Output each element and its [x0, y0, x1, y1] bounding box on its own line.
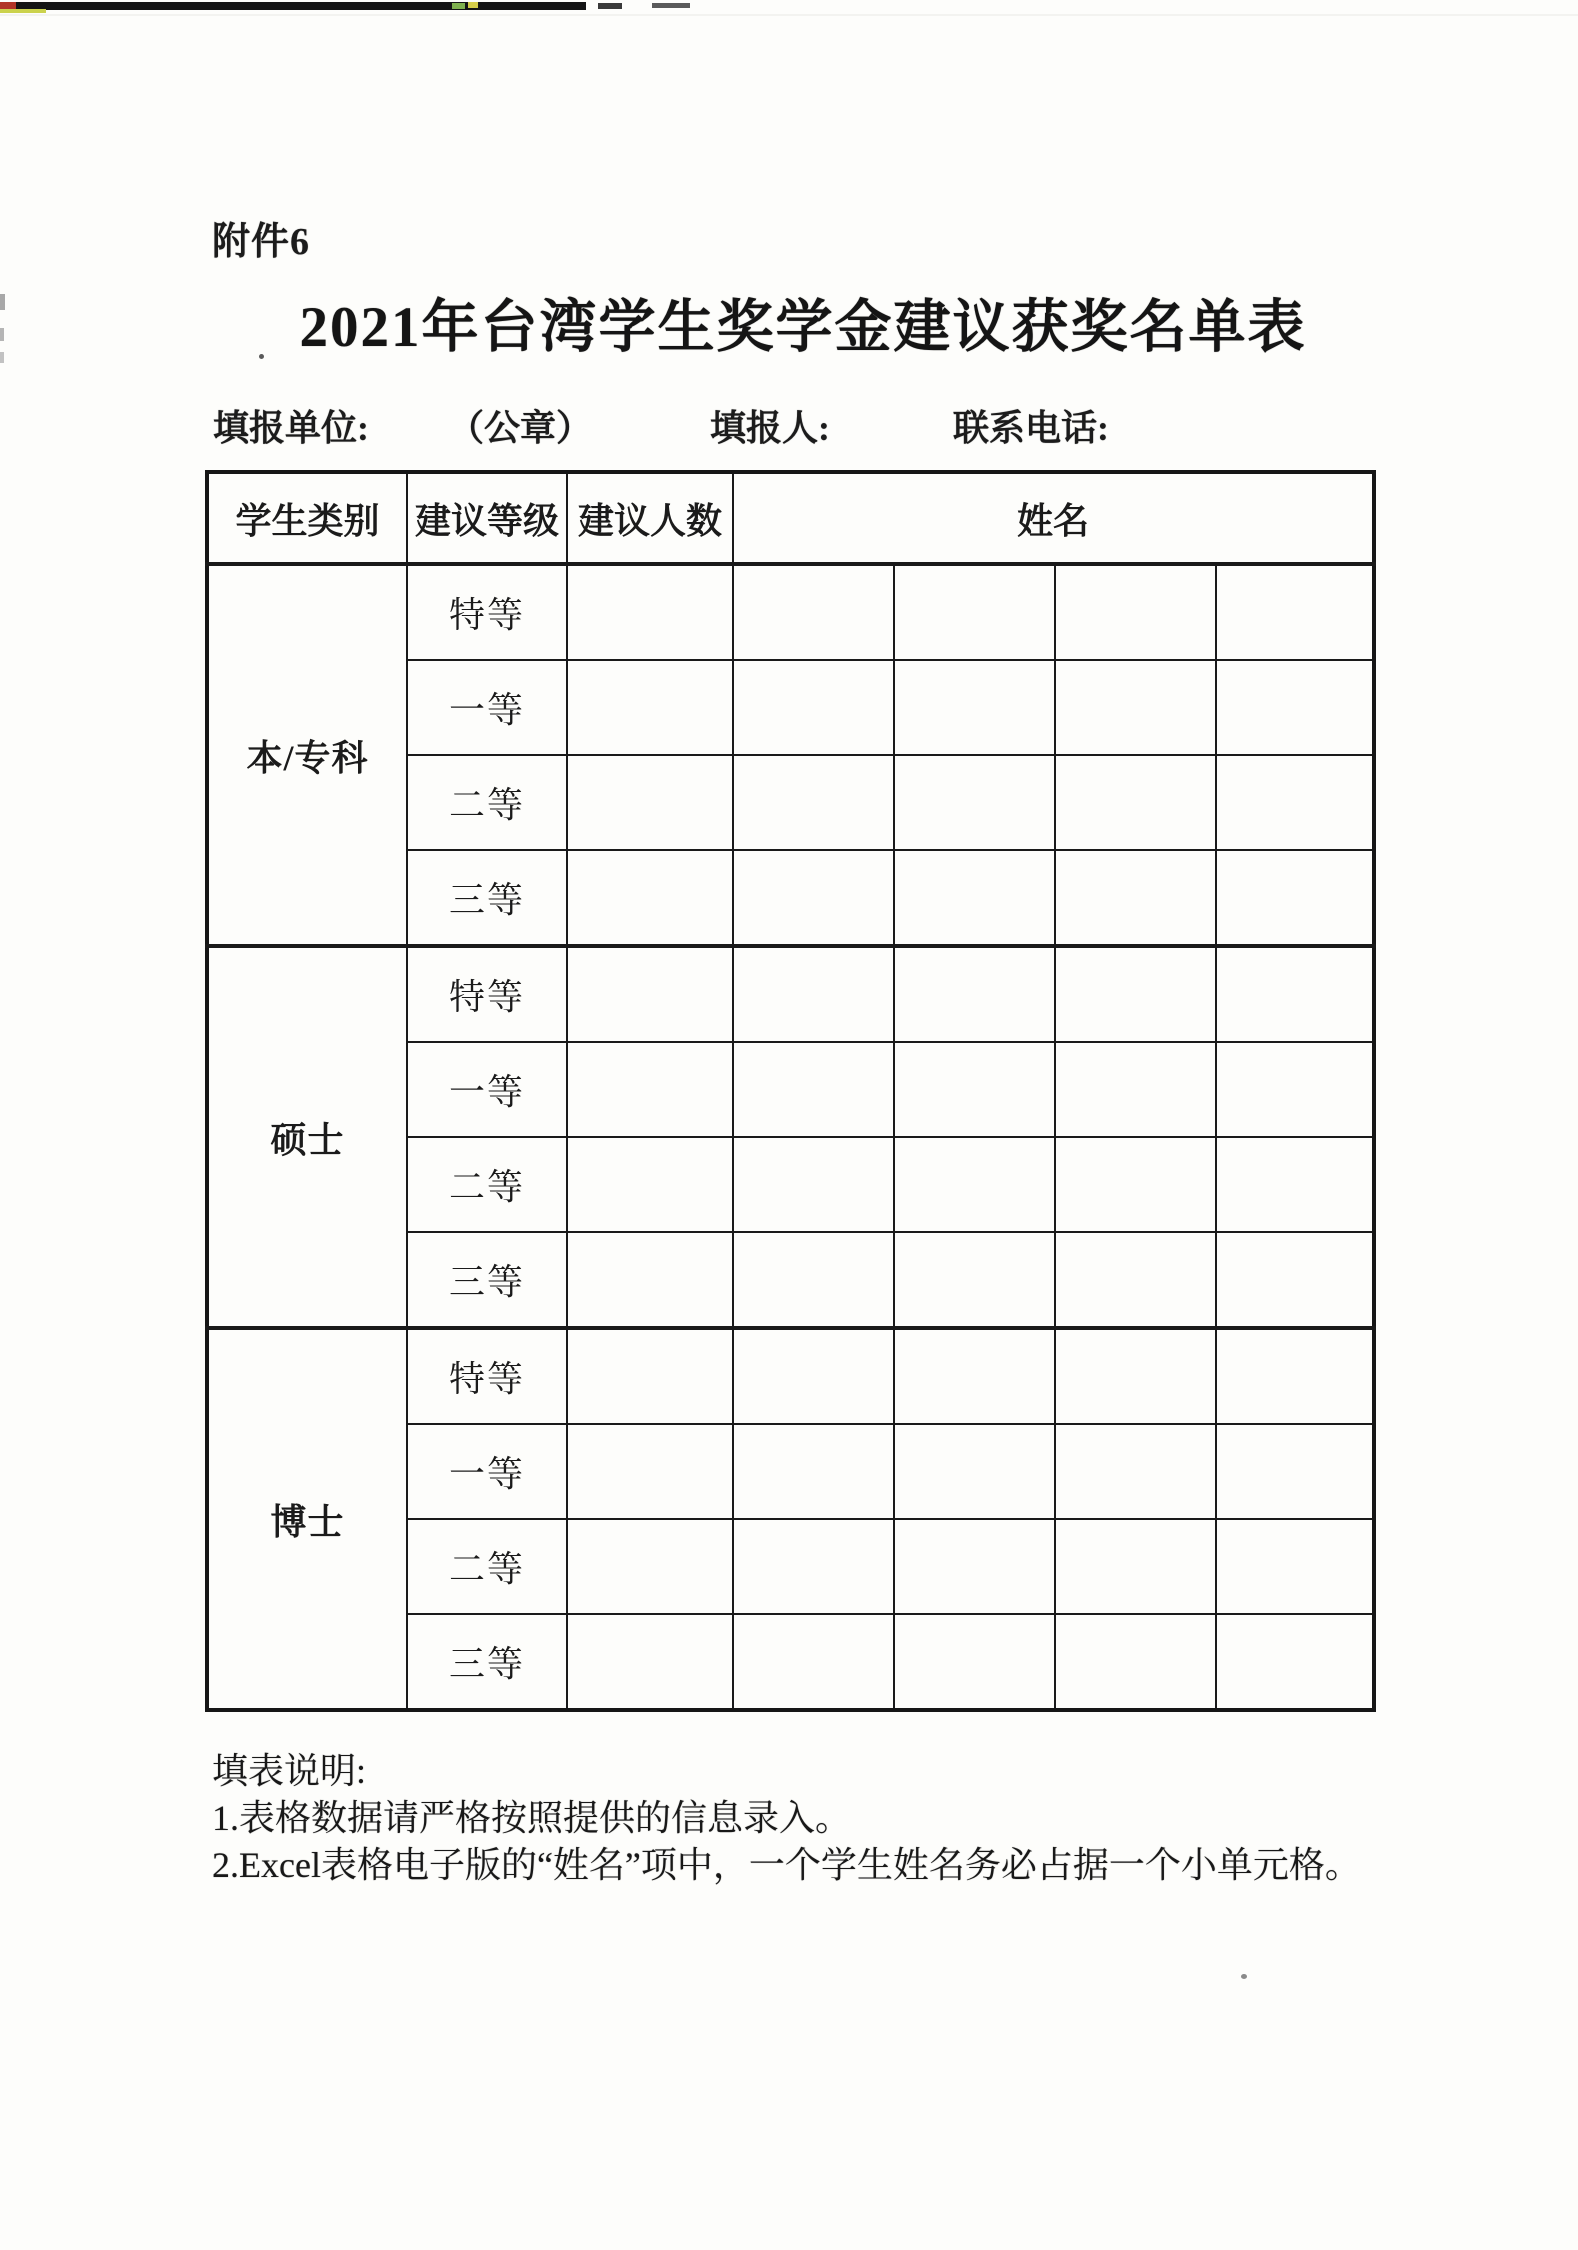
table-row: [207, 1328, 1374, 1424]
scan-noise-faint-line: [0, 14, 1578, 16]
page-title: 2021年台湾学生奖学金建议获奖名单表: [299, 296, 1307, 359]
grade-cell: 特等: [407, 946, 567, 1042]
empty-name-cell: [733, 564, 894, 660]
empty-count-cell: [567, 1328, 733, 1424]
header-suggested-grade: 建议等级: [407, 472, 567, 564]
empty-name-cell: [1216, 660, 1374, 755]
empty-count-cell: [567, 660, 733, 755]
scan-noise-left-edge-mark: [0, 352, 4, 363]
header-suggested-count: 建议人数: [567, 472, 733, 564]
empty-name-cell: [1216, 1424, 1374, 1519]
empty-name-cell: [1055, 946, 1216, 1042]
scan-noise-yellow-speck: [468, 2, 478, 8]
empty-name-cell: [733, 660, 894, 755]
table-row: [207, 946, 1374, 1042]
empty-name-cell: [733, 1328, 894, 1424]
header-names: 姓名: [733, 472, 1374, 564]
empty-name-cell: [894, 564, 1055, 660]
scan-noise-dash: [598, 3, 622, 9]
empty-count-cell: [567, 1424, 733, 1519]
note-item-2: 2.Excel表格电子版的“姓名”项中，一个学生姓名务必占据一个小单元格。: [212, 1845, 1361, 1885]
scan-noise-left-edge-mark: [0, 328, 4, 341]
grade-cell: 三等: [407, 1614, 567, 1710]
note-item-1: 1.表格数据请严格按照提供的信息录入。: [212, 1798, 852, 1838]
category-cell: 硕士: [207, 946, 407, 1328]
scan-noise-yellow-green-speck: [0, 9, 46, 13]
empty-name-cell: [894, 1424, 1055, 1519]
award-list-table: [205, 470, 1376, 1712]
fill-in-notes: [212, 1748, 1361, 1889]
category-cell: 博士: [207, 1328, 407, 1710]
empty-name-cell: [1055, 660, 1216, 755]
empty-name-cell: [1055, 1424, 1216, 1519]
empty-name-cell: [894, 946, 1055, 1042]
grade-cell: 一等: [407, 1042, 567, 1137]
scan-noise-dash: [652, 3, 690, 8]
header-student-category: 学生类别: [207, 472, 407, 564]
reporting-unit-label: 填报单位:: [213, 408, 369, 448]
empty-name-cell: [1055, 1137, 1216, 1232]
notes-heading: 填表说明:: [212, 1751, 367, 1791]
empty-count-cell: [567, 1137, 733, 1232]
empty-name-cell: [1216, 850, 1374, 946]
empty-name-cell: [733, 1232, 894, 1328]
empty-count-cell: [567, 1232, 733, 1328]
empty-name-cell: [1216, 755, 1374, 850]
empty-name-cell: [733, 946, 894, 1042]
reporter-label: 填报人:: [710, 408, 830, 448]
empty-name-cell: [733, 1042, 894, 1137]
empty-name-cell: [733, 1137, 894, 1232]
grade-cell: 二等: [407, 755, 567, 850]
empty-count-cell: [567, 946, 733, 1042]
contact-phone-label: 联系电话:: [953, 408, 1109, 448]
empty-name-cell: [1216, 1328, 1374, 1424]
empty-name-cell: [1055, 755, 1216, 850]
grade-cell: 三等: [407, 850, 567, 946]
empty-name-cell: [894, 1614, 1055, 1710]
empty-name-cell: [894, 755, 1055, 850]
empty-count-cell: [567, 564, 733, 660]
scan-noise-dot: [1241, 1974, 1247, 1979]
empty-name-cell: [733, 1519, 894, 1614]
empty-name-cell: [1055, 1614, 1216, 1710]
grade-cell: 一等: [407, 1424, 567, 1519]
empty-name-cell: [894, 850, 1055, 946]
grade-cell: 二等: [407, 1519, 567, 1614]
grade-cell: 二等: [407, 1137, 567, 1232]
attachment-label: 附件6: [212, 221, 311, 263]
empty-name-cell: [733, 755, 894, 850]
empty-count-cell: [567, 850, 733, 946]
table-header-row: [207, 472, 1374, 564]
empty-name-cell: [1216, 946, 1374, 1042]
grade-cell: 一等: [407, 660, 567, 755]
empty-name-cell: [733, 1614, 894, 1710]
empty-name-cell: [733, 1424, 894, 1519]
grade-cell: 三等: [407, 1232, 567, 1328]
empty-name-cell: [894, 1042, 1055, 1137]
empty-name-cell: [894, 1328, 1055, 1424]
scan-noise-green-speck: [452, 3, 465, 9]
official-seal-label: （公章）: [448, 408, 593, 448]
empty-name-cell: [894, 1519, 1055, 1614]
empty-count-cell: [567, 1519, 733, 1614]
empty-name-cell: [1055, 850, 1216, 946]
empty-name-cell: [1216, 1232, 1374, 1328]
empty-count-cell: [567, 1614, 733, 1710]
table-row: [207, 564, 1374, 660]
empty-name-cell: [1055, 1042, 1216, 1137]
grade-cell: 特等: [407, 1328, 567, 1424]
empty-name-cell: [894, 1137, 1055, 1232]
empty-name-cell: [1216, 1042, 1374, 1137]
empty-name-cell: [1055, 1519, 1216, 1614]
grade-cell: 特等: [407, 564, 567, 660]
empty-name-cell: [1055, 1328, 1216, 1424]
category-cell: 本/专科: [207, 564, 407, 946]
empty-count-cell: [567, 755, 733, 850]
empty-name-cell: [894, 660, 1055, 755]
empty-name-cell: [1055, 1232, 1216, 1328]
empty-name-cell: [1055, 564, 1216, 660]
scan-noise-dot: [259, 354, 264, 359]
scan-noise-left-edge-mark: [0, 294, 5, 310]
scan-noise-band: [0, 2, 586, 10]
empty-name-cell: [894, 1232, 1055, 1328]
empty-count-cell: [567, 1042, 733, 1137]
empty-name-cell: [733, 850, 894, 946]
empty-name-cell: [1216, 1137, 1374, 1232]
empty-name-cell: [1216, 1614, 1374, 1710]
empty-name-cell: [1216, 564, 1374, 660]
empty-name-cell: [1216, 1519, 1374, 1614]
